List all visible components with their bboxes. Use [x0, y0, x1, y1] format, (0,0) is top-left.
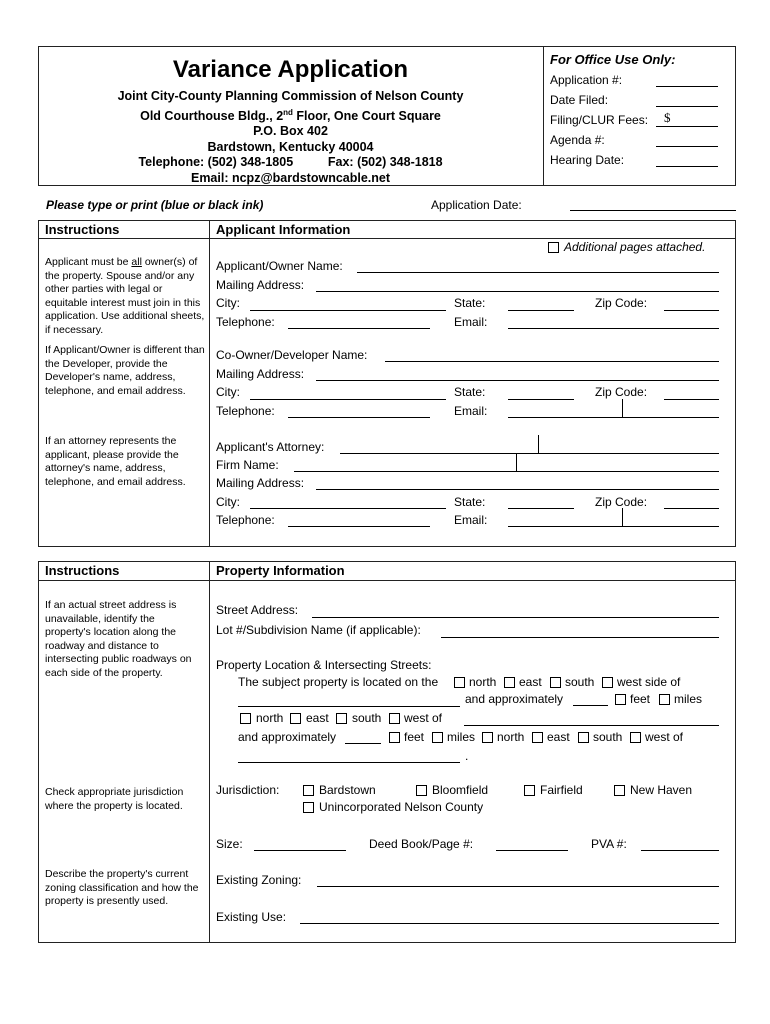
jurisdiction-fairfield-label: Fairfield [540, 783, 583, 797]
jurisdiction-unincorporated-checkbox[interactable] [303, 802, 314, 813]
coowner-name-label: Co-Owner/Developer Name: [216, 348, 368, 362]
feet-checkbox-1[interactable] [615, 694, 626, 705]
dir2-north-checkbox[interactable] [482, 732, 493, 743]
firm-name-field[interactable] [294, 471, 719, 472]
application-date-label: Application Date: [431, 198, 522, 212]
instruction-jurisdiction: Check appropriate jurisdiction where the property is located. [45, 786, 184, 812]
office-use-title: For Office Use Only: [550, 52, 676, 67]
coowner-zip-label: Zip Code: [595, 385, 648, 399]
existing-use-label: Existing Use: [216, 910, 287, 924]
feet-label-2: feet [404, 730, 425, 744]
lot-subdivision-field[interactable] [441, 637, 719, 638]
dir2-south-checkbox[interactable] [578, 732, 589, 743]
coowner-city-field[interactable] [250, 399, 446, 400]
office-hearing-label: Hearing Date: [550, 153, 625, 167]
attorney-email-label: Email: [454, 513, 488, 527]
dir2-south-label: south [593, 730, 623, 744]
org-phone: Telephone: (502) 348-1805 [138, 155, 294, 170]
instruction-owners-all: all [131, 256, 142, 268]
instruction-owners-b: owner(s) of the property. Spouse and/or any other parties with legal or equitable interest must join in this application. Use additional sheets, if necessary. [45, 256, 205, 336]
org-line-2 [38, 105, 543, 125]
intersecting-street-field-1[interactable] [464, 725, 719, 726]
jurisdiction-bloomfield-checkbox[interactable] [416, 785, 427, 796]
office-fees-symbol: $ [664, 110, 671, 125]
office-date-filed-field[interactable] [656, 106, 718, 107]
street-address-label: Street Address: [216, 603, 299, 617]
side-east-label: east [519, 675, 542, 689]
side-north-label: north [469, 675, 497, 689]
applicant-name-field[interactable] [357, 272, 719, 273]
org-phone-fax [38, 155, 543, 171]
org-address-block [38, 89, 543, 186]
intersecting-street-field-2[interactable] [238, 762, 460, 763]
attorney-name-label: Applicant's Attorney: [216, 440, 325, 454]
coowner-zip-field[interactable] [664, 399, 719, 400]
application-date-field[interactable] [570, 210, 736, 211]
dir-east-label: east [306, 711, 329, 725]
org-line-2-sup: nd [283, 107, 293, 117]
pva-label: PVA #: [591, 837, 627, 851]
feet-label-1: feet [630, 692, 651, 706]
dir-east-checkbox[interactable] [290, 713, 301, 724]
firm-name-label: Firm Name: [216, 458, 279, 472]
attorney-mailing-field[interactable] [316, 489, 719, 490]
attorney-telephone-label: Telephone: [216, 513, 275, 527]
org-line-2-b: Floor, One Court Square [292, 108, 441, 123]
attorney-zip-field[interactable] [664, 508, 719, 509]
miles-label-1: miles [674, 692, 703, 706]
property-section-col-divider [209, 561, 210, 943]
office-application-label: Application #: [550, 73, 623, 87]
jurisdiction-bardstown-label: Bardstown [319, 783, 376, 797]
applicant-section-col-divider [209, 220, 210, 547]
existing-zoning-field[interactable] [317, 886, 719, 887]
miles-checkbox-1[interactable] [659, 694, 670, 705]
lot-subdivision-label: Lot #/Subdivision Name (if applicable): [216, 623, 421, 637]
located-on-label: The subject property is located on the [238, 675, 439, 689]
instruction-street-address: If an actual street address is unavailable, identify the property's location along the roadway and distance to intersecting public roadways on each side of the property. [45, 599, 192, 679]
side-south-label: south [565, 675, 595, 689]
property-section-header-rule [38, 580, 736, 581]
jurisdiction-bloomfield-label: Bloomfield [432, 783, 489, 797]
pva-field[interactable] [641, 850, 719, 851]
dir-west-label: west of [404, 711, 443, 725]
additional-pages-label: Additional pages attached. [564, 240, 706, 254]
applicant-name-label: Applicant/Owner Name: [216, 259, 343, 273]
dir-west-checkbox[interactable] [389, 713, 400, 724]
dir-south-checkbox[interactable] [336, 713, 347, 724]
coowner-telephone-label: Telephone: [216, 404, 275, 418]
attorney-city-label: City: [216, 495, 240, 509]
additional-pages-checkbox[interactable] [548, 242, 559, 253]
header-divider [543, 46, 544, 186]
org-line-4: Bardstown, Kentucky 40004 [207, 139, 374, 154]
org-fax: Fax: (502) 348-1818 [327, 155, 443, 170]
applicant-state-label: State: [454, 296, 486, 310]
office-agenda-label: Agenda #: [550, 133, 605, 147]
coowner-mailing-label: Mailing Address: [216, 367, 305, 381]
applicant-city-label: City: [216, 296, 240, 310]
org-line-1: Joint City-County Planning Commission of Nelson County [117, 89, 464, 103]
side-west-label: west side of [617, 675, 681, 689]
applicant-state-field[interactable] [508, 310, 574, 311]
and-approx-label-2: and approximately [238, 730, 337, 744]
attorney-state-label: State: [454, 495, 486, 509]
jurisdiction-label: Jurisdiction: [216, 783, 280, 797]
property-info-header: Property Information [216, 563, 345, 578]
feet-checkbox-2[interactable] [389, 732, 400, 743]
applicant-mailing-field[interactable] [316, 291, 719, 292]
attorney-state-field[interactable] [508, 508, 574, 509]
office-application-field[interactable] [656, 86, 718, 87]
coowner-name-field[interactable] [385, 361, 719, 362]
applicant-zip-field[interactable] [664, 310, 719, 311]
coowner-state-field[interactable] [508, 399, 574, 400]
applicant-telephone-field[interactable] [288, 328, 430, 329]
jurisdiction-fairfield-checkbox[interactable] [524, 785, 535, 796]
existing-zoning-label: Existing Zoning: [216, 873, 302, 887]
side-south-checkbox[interactable] [550, 677, 561, 688]
attorney-telephone-field[interactable] [288, 526, 430, 527]
miles-label-2: miles [447, 730, 476, 744]
jurisdiction-bardstown-checkbox[interactable] [303, 785, 314, 796]
applicant-telephone-label: Telephone: [216, 315, 275, 329]
side-east-checkbox[interactable] [504, 677, 515, 688]
dir2-east-checkbox[interactable] [532, 732, 543, 743]
applicant-email-field[interactable] [508, 328, 719, 329]
dir2-west-label: west of [645, 730, 684, 744]
coowner-state-label: State: [454, 385, 486, 399]
firm-name-tick [516, 453, 517, 471]
attorney-name-tick [538, 435, 539, 453]
jurisdiction-newhaven-checkbox[interactable] [614, 785, 625, 796]
coowner-email-label: Email: [454, 404, 488, 418]
attorney-email-field[interactable] [508, 526, 719, 527]
instruction-owners-a: Applicant must be [45, 256, 132, 268]
attorney-mailing-label: Mailing Address: [216, 476, 305, 490]
coowner-city-label: City: [216, 385, 240, 399]
location-period: . [465, 749, 469, 763]
attorney-zip-label: Zip Code: [595, 495, 648, 509]
applicant-section-header-rule [38, 238, 736, 239]
page-title: Variance Application [172, 56, 409, 83]
deed-book-label: Deed Book/Page #: [369, 837, 474, 851]
coowner-mailing-field[interactable] [316, 380, 719, 381]
applicant-mailing-label: Mailing Address: [216, 278, 305, 292]
instruction-owners [45, 256, 205, 337]
attorney-zip-tick [622, 508, 623, 526]
applicant-email-label: Email: [454, 315, 488, 329]
coowner-telephone-field[interactable] [288, 417, 430, 418]
office-hearing-field[interactable] [656, 166, 718, 167]
street-address-field[interactable] [312, 617, 719, 618]
org-email: Email: ncpz@bardstowncable.net [190, 170, 391, 185]
office-agenda-field[interactable] [656, 146, 718, 147]
org-line-2-a: Old Courthouse Bldg., 2 [140, 108, 284, 123]
instructions-header-1: Instructions [45, 222, 120, 237]
side-west-checkbox[interactable] [602, 677, 613, 688]
instructions-header-2: Instructions [45, 563, 120, 578]
street-name-field[interactable] [238, 706, 460, 707]
location-title: Property Location & Intersecting Streets: [216, 658, 432, 672]
and-approx-label-1: and approximately [465, 692, 564, 706]
distance-field-1[interactable] [573, 705, 608, 706]
office-fees-field[interactable] [656, 126, 718, 127]
dir2-north-label: north [497, 730, 525, 744]
dir2-east-label: east [547, 730, 570, 744]
instruction-attorney: If an attorney represents the applicant, please provide the attorney's name, address, telephone, and email address. [45, 435, 186, 488]
dir-north-label: north [256, 711, 284, 725]
org-line-3: P.O. Box 402 [253, 124, 328, 139]
miles-checkbox-2[interactable] [432, 732, 443, 743]
attorney-city-field[interactable] [250, 508, 446, 509]
dir-south-label: south [352, 711, 382, 725]
attorney-name-field[interactable] [340, 453, 719, 454]
size-label: Size: [216, 837, 243, 851]
dir2-west-checkbox[interactable] [630, 732, 641, 743]
instruction-zoning: Describe the property's current zoning classification and how the property is presently used. [45, 868, 199, 907]
coowner-email-field[interactable] [508, 417, 719, 418]
deed-book-field[interactable] [496, 850, 568, 851]
applicant-city-field[interactable] [250, 310, 446, 311]
jurisdiction-newhaven-label: New Haven [630, 783, 693, 797]
existing-use-field[interactable] [300, 923, 719, 924]
applicant-zip-label: Zip Code: [595, 296, 648, 310]
coowner-zip-tick [622, 399, 623, 417]
distance-field-2[interactable] [345, 743, 381, 744]
side-north-checkbox[interactable] [454, 677, 465, 688]
office-fees-label: Filing/CLUR Fees: [550, 113, 649, 127]
size-field[interactable] [254, 850, 346, 851]
jurisdiction-unincorporated-label: Unincorporated Nelson County [319, 800, 484, 814]
instruction-developer: If Applicant/Owner is different than the Developer, provide the Developer's name, address, telephone, and email address. [45, 344, 205, 397]
ink-note: Please type or print (blue or black ink) [46, 198, 264, 212]
dir-north-checkbox[interactable] [240, 713, 251, 724]
applicant-info-header: Applicant Information [216, 222, 351, 237]
office-date-filed-label: Date Filed: [550, 93, 609, 107]
